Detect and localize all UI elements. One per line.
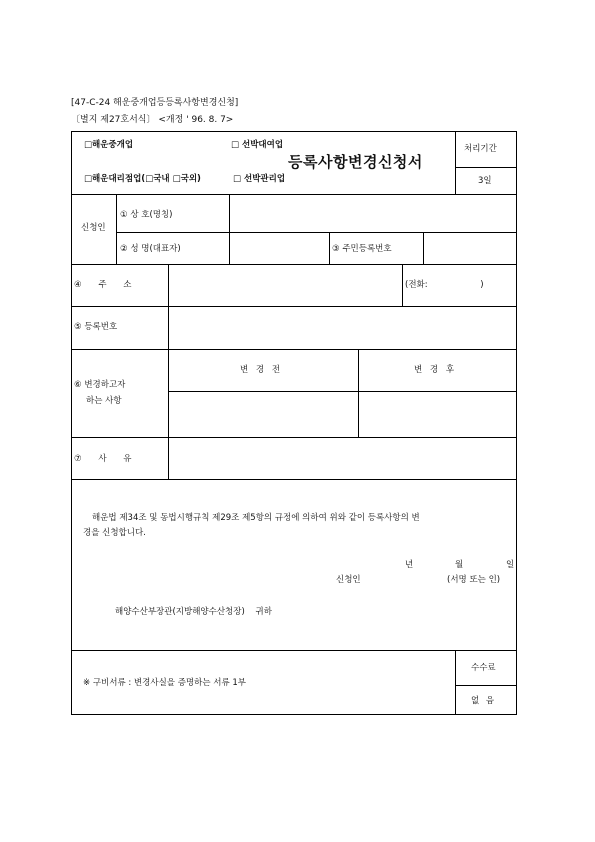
date-year: 년 — [405, 560, 414, 570]
processing-period-value: 3일 — [478, 176, 492, 186]
statement-line1: 해운법 제34조 및 동법시행규칙 제29조 제5항의 규정에 의하여 위와 같이 등록사항의 변 — [92, 513, 420, 523]
option-shipping-brokerage: □해운중개업 — [84, 140, 134, 150]
trade-name-label: ① 상 호(명칭) — [120, 210, 173, 220]
recipient: 해양수산부장관(지방해양수산청장) 귀하 — [115, 607, 272, 617]
registration-number-label: ⑤ 등록번호 — [74, 322, 118, 332]
form-code: [47-C-24 해운중개업등등록사항변경신청] — [71, 98, 239, 108]
fee-label: 수수료 — [471, 663, 496, 673]
fee-value: 없 음 — [471, 696, 495, 706]
signature-or-seal: (서명 또는 인) — [447, 575, 501, 585]
change-label-line1: ⑥ 변경하고자 — [74, 380, 126, 390]
change-label-line2: 하는 사항 — [86, 396, 122, 406]
applicant-signature-label: 신청인 — [336, 575, 361, 585]
address-label: ④ 주 소 — [74, 280, 132, 290]
resident-number-label: ③ 주민등록번호 — [332, 244, 392, 254]
representative-label: ② 성 명(대표자) — [120, 244, 181, 254]
date-day: 일 — [506, 560, 515, 570]
after-change-label: 변 경 후 — [414, 365, 455, 375]
option-shipping-agency: □해운대리점업(□국내 □국외) — [84, 174, 201, 184]
required-documents: ※ 구비서류 : 변경사실을 증명하는 서류 1부 — [83, 678, 246, 688]
option-ship-management: □ 선박관리업 — [233, 174, 286, 184]
form-title: 등록사항변경신청서 — [288, 153, 423, 171]
reason-label: ⑦ 사 유 — [74, 454, 132, 464]
processing-period-label: 처리기간 — [464, 144, 497, 154]
phone-label: (전화: ) — [405, 280, 484, 290]
statement-line2: 경을 신청합니다. — [83, 528, 146, 538]
form-reference: 〔별지 제27호서식〕 <개정 ' 96. 8. 7> — [71, 115, 234, 125]
date-month: 월 — [455, 560, 464, 570]
option-ship-leasing: □ 선박대여업 — [231, 140, 284, 150]
applicant-label: 신청인 — [81, 223, 106, 233]
before-change-label: 변 경 전 — [240, 365, 281, 375]
